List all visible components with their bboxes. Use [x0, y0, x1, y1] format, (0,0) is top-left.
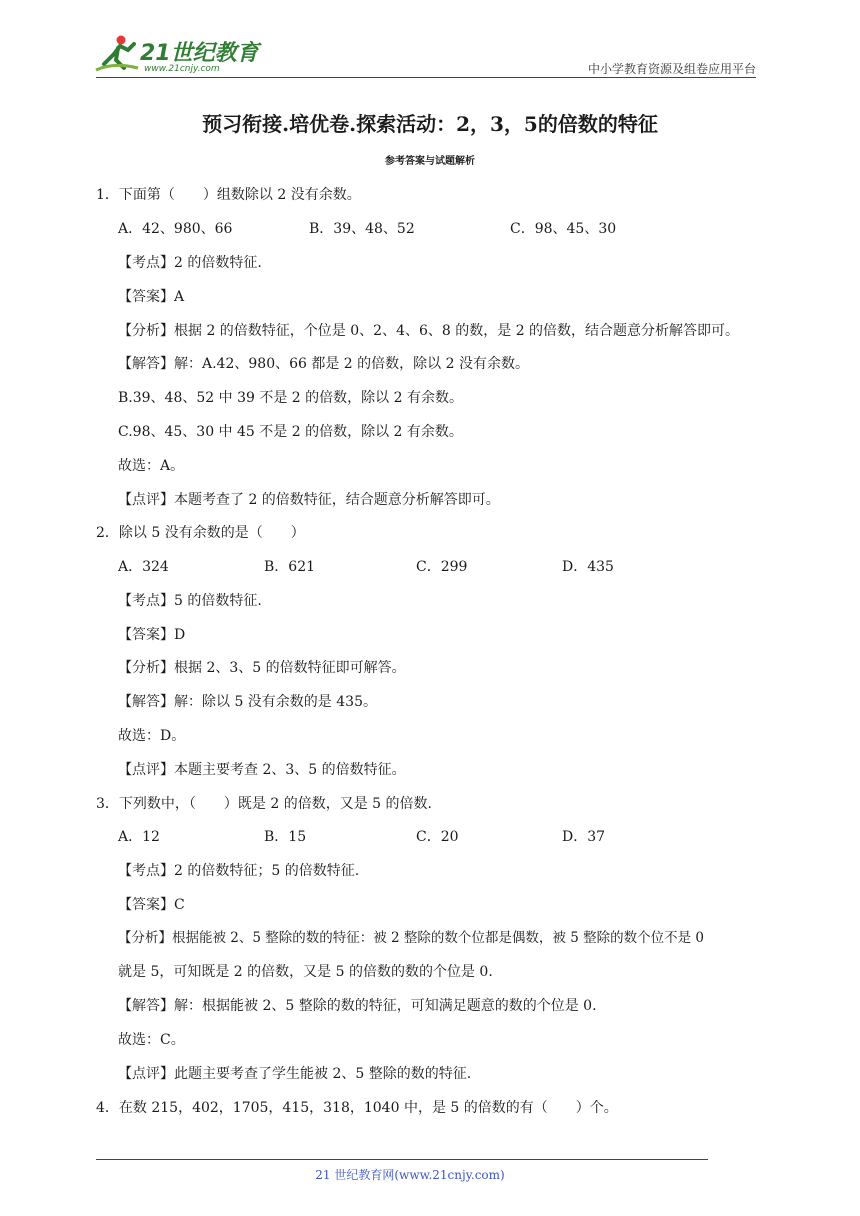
q1-option-a: A．42、980、66 [118, 221, 233, 237]
header-divider [96, 77, 756, 78]
q1-kaodian: 【考点】2 的倍数特征. [118, 255, 262, 271]
q3-comment: 【点评】此题主要考查了学生能被 2、5 整除的数的特征. [118, 1066, 472, 1082]
question-3-stem: 3．下列数中，（ ）既是 2 的倍数，又是 5 的倍数. [96, 796, 432, 812]
question-2-stem: 2．除以 5 没有余数的是（ ） [96, 525, 305, 541]
runner-logo-icon [94, 34, 140, 74]
q2-solution: 【解答】解：除以 5 没有余数的是 435。 [118, 694, 377, 710]
q1-choice: 故选：A。 [118, 458, 185, 474]
document-subtitle: 参考答案与试题解析 [385, 156, 475, 167]
q3-option-d: D．37 [562, 829, 606, 845]
q1-solution-c: C.98、45、30 中 45 不是 2 的倍数，除以 2 有余数。 [118, 424, 463, 440]
page-header [0, 0, 860, 82]
q3-solution: 【解答】解：根据能被 2、5 整除的数的特征，可知满足题意的数的个位是 0. [118, 998, 597, 1014]
q3-answer: 【答案】C [118, 897, 185, 913]
q2-kaodian: 【考点】5 的倍数特征. [118, 593, 262, 609]
q2-answer: 【答案】D [118, 627, 186, 643]
q1-option-c: C．98、45、30 [510, 221, 617, 237]
q2-option-a: A．324 [118, 559, 169, 575]
q2-option-b: B．621 [264, 559, 316, 575]
q3-option-b: B．15 [264, 829, 307, 845]
q1-solution: 【解答】解：A.42、980、66 都是 2 的倍数，除以 2 没有余数。 [118, 356, 529, 372]
q2-option-d: D．435 [562, 559, 614, 575]
logo-text: 21世纪教育 [140, 41, 259, 66]
q1-option-b: B．39、48、52 [309, 221, 415, 237]
q3-analysis-line1: 【分析】根据能被 2、5 整除的数的特征：被 2 整除的数个位都是偶数，被 5 整除的数个位不是 0 [118, 930, 704, 946]
q2-choice: 故选：D。 [118, 728, 186, 744]
q1-comment: 【点评】本题考查了 2 的倍数特征，结合题意分析解答即可。 [118, 492, 500, 508]
site-logo[interactable] [94, 34, 264, 78]
page-footer[interactable]: 21 世纪教育网(www.21cnjy.com) [315, 1168, 505, 1182]
document-title: 预习衔接.培优卷.探索活动：2，3，5的倍数的特征 [202, 112, 658, 136]
q2-comment: 【点评】本题主要考查 2、3、5 的倍数特征。 [118, 762, 406, 778]
question-1-stem: 1．下面第（ ）组数除以 2 没有余数。 [96, 187, 361, 203]
q3-choice: 故选：C。 [118, 1032, 185, 1048]
q3-option-c: C．20 [416, 829, 459, 845]
q1-solution-b: B.39、48、52 中 39 不是 2 的倍数，除以 2 有余数。 [118, 390, 463, 406]
q2-analysis: 【分析】根据 2、3、5 的倍数特征即可解答。 [118, 660, 406, 676]
question-4-stem: 4．在数 215，402，1705，415，318，1040 中，是 5 的倍数的有（ ）个。 [96, 1100, 618, 1116]
q3-kaodian: 【考点】2 的倍数特征；5 的倍数特征. [118, 863, 360, 879]
q3-option-a: A．12 [118, 829, 160, 845]
footer-divider [96, 1159, 708, 1160]
q1-answer: 【答案】A [118, 289, 185, 305]
platform-name: 中小学教育资源及组卷应用平台 [587, 62, 756, 76]
q2-option-c: C．299 [416, 559, 468, 575]
q3-analysis-line2: 就是 5，可知既是 2 的倍数，又是 5 的倍数的数的个位是 0. [118, 964, 493, 980]
q1-analysis: 【分析】根据 2 的倍数特征，个位是 0、2、4、6、8 的数，是 2 的倍数，结合题意分析解答即可。 [118, 323, 740, 339]
logo-url: www.21cnjy.com [144, 64, 220, 74]
